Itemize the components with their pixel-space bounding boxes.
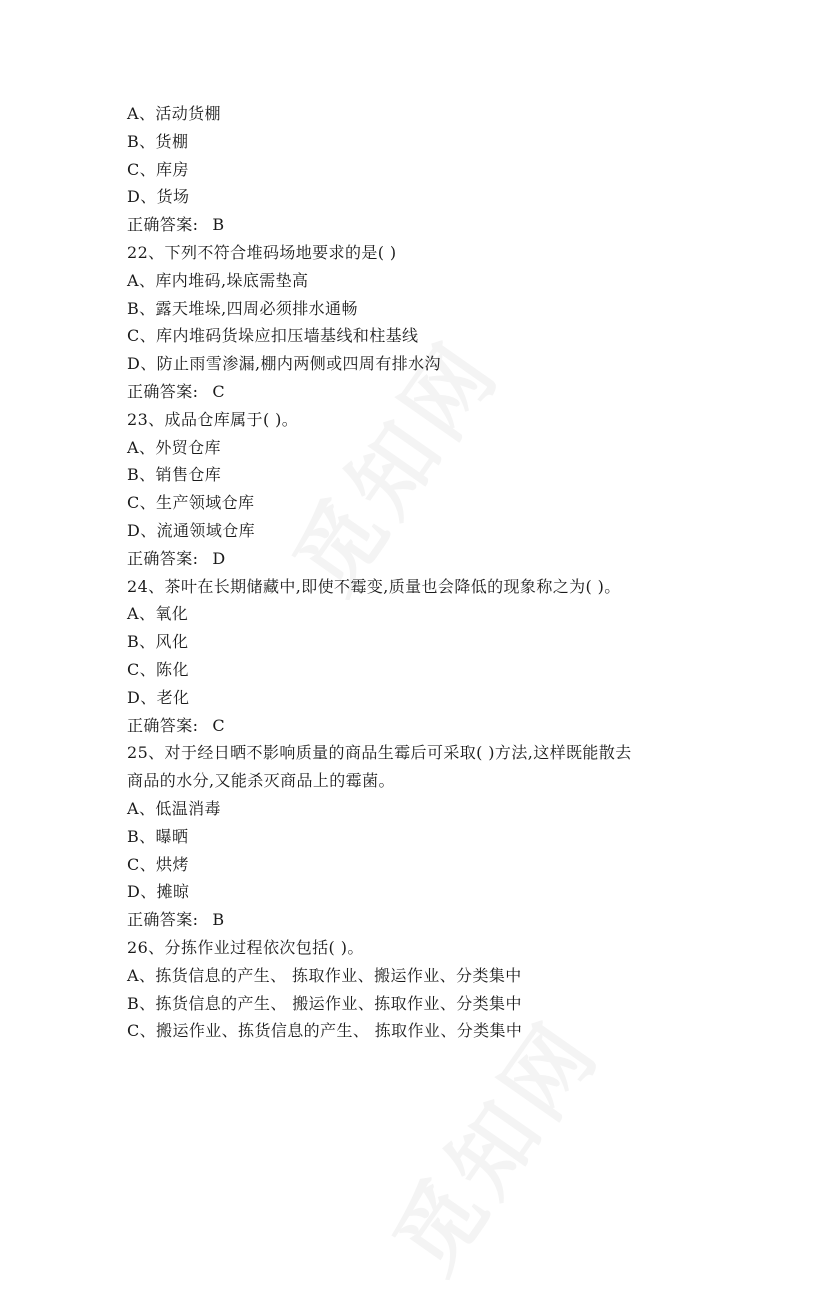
answer-label: 正确答案: <box>127 381 199 401</box>
answer-line <box>127 712 727 740</box>
option-text: A、活动货棚 <box>127 104 221 123</box>
option-text: B、风化 <box>127 632 189 652</box>
answer-line <box>127 378 727 406</box>
question-text: 25、对于经日晒不影响质量的商品生霉后可采取( )方法,这样既能散去 <box>127 743 632 763</box>
option-text: D、流通领域仓库 <box>127 520 256 540</box>
answer-value: C <box>212 381 226 401</box>
question-text: 26、分拣作业过程依次包括( )。 <box>127 937 364 957</box>
answer-label: 正确答案: <box>127 548 199 568</box>
option-text: B、拣货信息的产生、 搬运作业、拣取作业、分类集中 <box>127 993 522 1013</box>
answer-value: D <box>212 548 226 568</box>
option-text: C、库内堆码货垛应扣压墙基线和柱基线 <box>127 326 419 346</box>
document-body <box>127 100 727 1045</box>
option-text: C、烘烤 <box>127 854 189 874</box>
answer-label: 正确答案: <box>127 910 199 930</box>
answer-line <box>127 211 727 239</box>
answer-line <box>127 906 727 934</box>
option-text: A、库内堆码,垛底需垫高 <box>127 270 309 290</box>
option-text: B、曝晒 <box>127 826 189 846</box>
option-text: C、生产领域仓库 <box>127 493 255 513</box>
option-text: A、低温消毒 <box>127 798 221 818</box>
answer-label: 正确答案: <box>127 715 199 735</box>
option-text: A、拣货信息的产生、 拣取作业、搬运作业、分类集中 <box>127 965 522 985</box>
option-text: B、销售仓库 <box>127 465 222 485</box>
question-text: 22、下列不符合堆码场地要求的是( ) <box>127 242 397 262</box>
answer-value: B <box>212 215 225 235</box>
answer-value: C <box>212 715 226 735</box>
option-text: C、库房 <box>127 159 189 179</box>
option-text: B、货棚 <box>127 131 189 151</box>
option-text: A、氧化 <box>127 604 189 624</box>
option-text: B、露天堆垛,四周必须排水通畅 <box>127 298 358 318</box>
option-text: D、摊晾 <box>127 882 190 902</box>
option-text: C、搬运作业、拣货信息的产生、 拣取作业、分类集中 <box>127 1021 523 1041</box>
answer-label: 正确答案: <box>127 215 199 235</box>
option-text: D、老化 <box>127 687 190 707</box>
option-text: A、外贸仓库 <box>127 437 221 457</box>
question-text: 23、成品仓库属于( )。 <box>127 409 299 429</box>
answer-line <box>127 545 727 573</box>
option-text: D、防止雨雪渗漏,棚内两侧或四周有排水沟 <box>127 354 441 374</box>
option-text: D、货场 <box>127 187 190 207</box>
answer-value: B <box>212 910 225 930</box>
option-text: C、陈化 <box>127 659 189 679</box>
question-text: 商品的水分,又能杀灭商品上的霉菌。 <box>127 771 395 791</box>
question-text: 24、茶叶在长期储藏中,即使不霉变,质量也会降低的现象称之为( )。 <box>127 576 621 596</box>
